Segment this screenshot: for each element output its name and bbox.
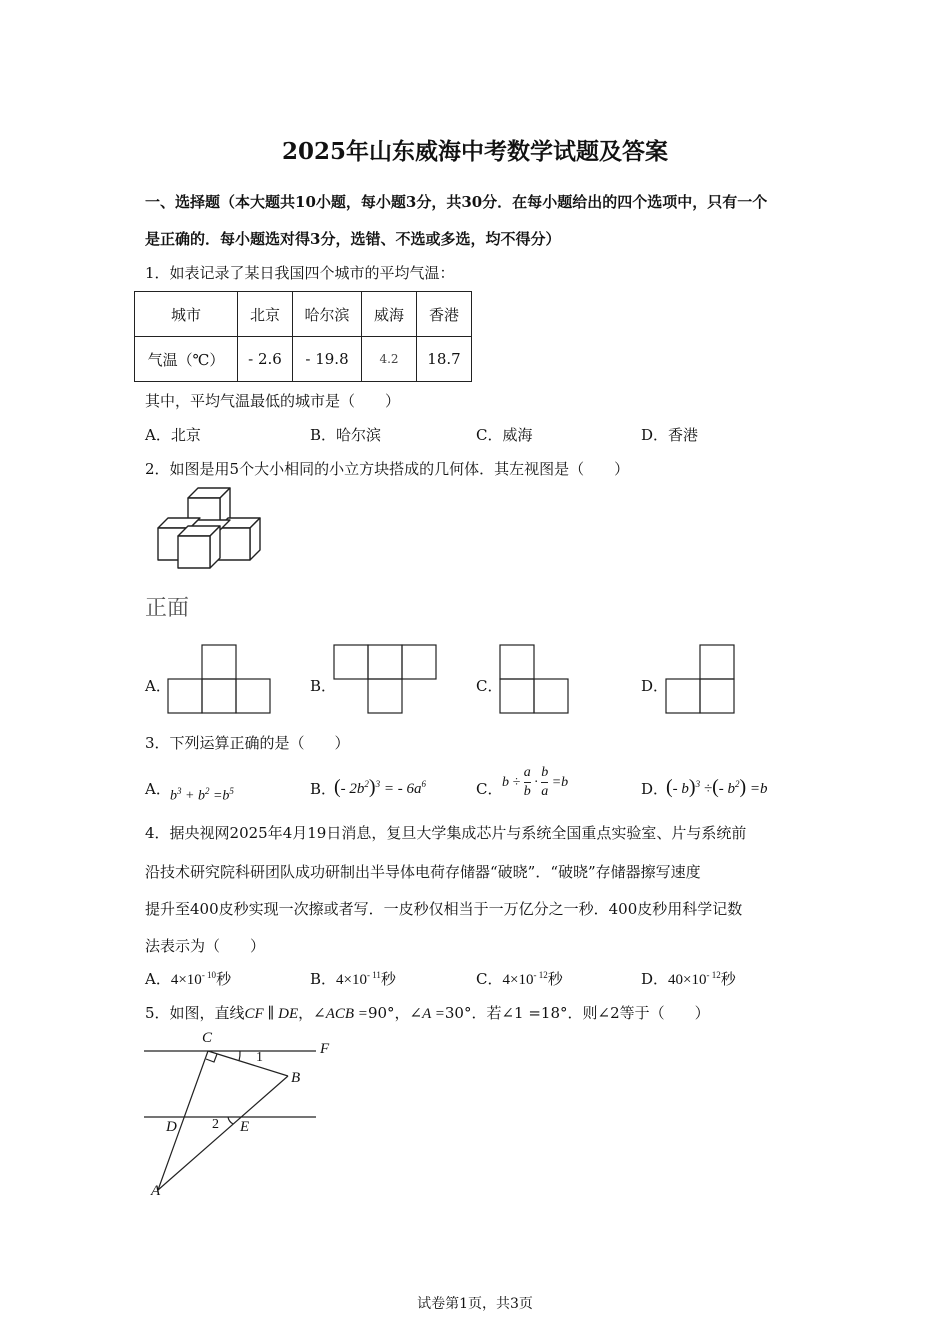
section-heading-line1: 一、选择题（本大题共10小题，每小题3分，共30分．在每小题给出的四个选项中，只有一个 (145, 193, 768, 211)
q2-option-c-figure (500, 645, 570, 713)
q5-stem: 5．如图，直线CF ∥ DE，∠ACB =90°，∠A =30°．若∠1 =18°．则∠2等于（ ） (145, 1004, 710, 1022)
label-b: B (291, 1070, 301, 1086)
q5-geometry-figure (140, 1030, 340, 1205)
q3-stem: 3．下列运算正确的是（ ） (145, 734, 350, 752)
section-heading-line2: 是正确的．每小题选对得3分，选错、不选或多选，均不得分） (145, 230, 561, 248)
q1-option-b: B．哈尔滨 (310, 426, 382, 444)
q1-option-c: C．威海 (476, 426, 533, 444)
table-cell: 18.7 (417, 337, 472, 382)
table-cell: 4.2 (362, 337, 417, 382)
table-cell: - 2.6 (238, 337, 293, 382)
q4-line1: 4．据央视网2025年4月19日消息，复旦大学集成芯片与系统全国重点实验室、片与系统前 (145, 824, 747, 842)
q2-option-a-figure (168, 645, 272, 713)
q4-option-a: A．$4\times 10^{- 10}$秒 (145, 970, 232, 988)
q2-option-a: A． (145, 677, 171, 695)
q3-option-a: A． (145, 780, 171, 798)
temperature-table (134, 291, 472, 382)
q1-stem: 1．如表记录了某日我国四个城市的平均气温： (145, 264, 455, 282)
table-cell: - 19.8 (293, 337, 362, 382)
label-a: A (151, 1183, 161, 1199)
label-e: E (240, 1119, 250, 1135)
q1-option-d: D．香港 (641, 426, 699, 444)
q3-option-c: C． (476, 780, 503, 798)
q4-line2: 沿技术研究院科研团队成功研制出半导体电荷存储器“破晓”．“破晓”存储器擦写速度 (145, 863, 701, 881)
cube-solid-figure (150, 484, 270, 574)
q3-option-b-expression: (- $2b^2)^3$ = - $6a^6$ (334, 776, 426, 798)
label-c: C (202, 1030, 213, 1046)
q4-option-b: B．$4\times 10^{- 11}$秒 (310, 970, 396, 988)
label-1: 1 (256, 1050, 263, 1065)
label-f: F (320, 1041, 330, 1057)
q3-option-a-expression: $b^3 + b^2 =b^5$ (170, 786, 234, 804)
q4-option-c: C．$4\times 10^{- 12}$秒 (476, 970, 563, 988)
table-header-cell: 北京 (238, 292, 293, 337)
q3-option-b: B． (310, 780, 337, 798)
front-view-label: 正面 (145, 596, 190, 621)
q4-option-d: D．$40\times 10^{- 12}$秒 (641, 970, 736, 988)
q1-option-a: A．北京 (145, 426, 201, 444)
q2-option-b: B． (310, 677, 337, 695)
table-header-cell: 城市 (135, 292, 238, 337)
q2-option-d: D． (641, 677, 669, 695)
page-title: 2025年山东威海中考数学试题及答案 (281, 138, 668, 165)
q2-option-c: C． (476, 677, 503, 695)
table-header-cell: 香港 (417, 292, 472, 337)
table-header-cell: 威海 (362, 292, 417, 337)
q1-question: 其中，平均气温最低的城市是（ ） (145, 392, 401, 410)
table-header-cell: 哈尔滨 (293, 292, 362, 337)
q3-option-d-expression: (- b)$^3$ ÷(- $b^2) =b$ (666, 776, 768, 798)
q2-stem: 2．如图是用5个大小相同的小立方块搭成的几何体．其左视图是（ ） (145, 460, 630, 478)
q4-line3: 提升至400皮秒实现一次擦或者写．一皮秒仅相当于一万亿分之一秒．400皮秒用科学记数 (145, 900, 743, 918)
table-cell: 气温（℃） (135, 337, 238, 382)
q2-option-b-figure (334, 645, 438, 713)
q3-option-d: D． (641, 780, 669, 798)
q4-line4: 法表示为（ ） (145, 937, 266, 955)
q3-option-c-expression: b ÷ $\frac{a}{b}$ · $\frac{b}{a}$ =b (502, 765, 569, 799)
q2-option-d-figure (666, 645, 736, 713)
label-2: 2 (212, 1117, 219, 1132)
page-footer: 试卷第1页，共3页 (417, 1296, 533, 1312)
label-d: D (166, 1119, 177, 1135)
